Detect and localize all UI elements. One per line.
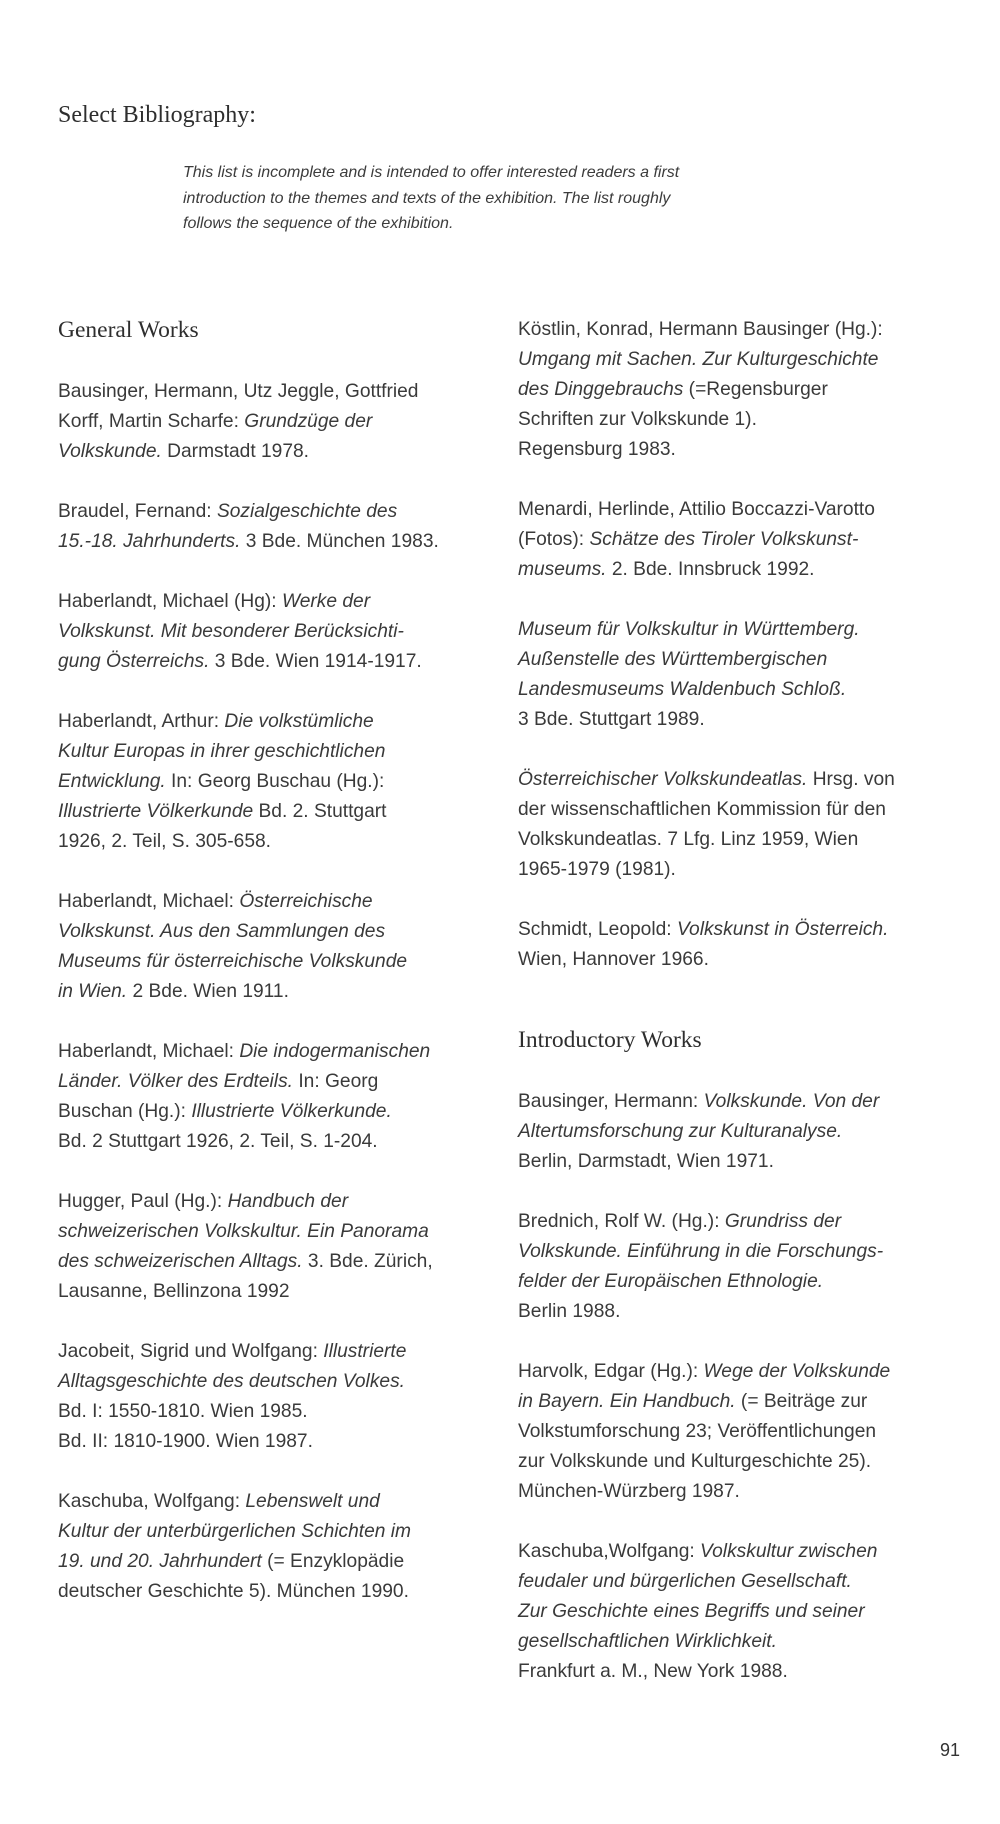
entry-line (518, 765, 948, 795)
entry-text: Braudel, Fernand: (58, 501, 217, 522)
entry-line (58, 947, 488, 977)
entry-title-text: Volkskunde. Von der (703, 1091, 880, 1112)
entry-title-text: Volkskunst. Aus den Sammlungen des (58, 921, 386, 942)
entry-title-text: Österreichischer Volkskundeatlas. (518, 769, 808, 790)
entry-text: München-Würzberg 1987. (518, 1481, 740, 1502)
entry-line (58, 917, 488, 947)
entry-title-text: Alltagsgeschichte des deutschen Volkes. (58, 1371, 406, 1392)
entry-line (58, 1097, 488, 1127)
entry-text: (= Enzyklopädie (261, 1551, 405, 1572)
entry-title-text: Volkskunst. Mit besonderer Berücksichti- (58, 621, 404, 642)
entry-title-text: in Wien. (58, 981, 128, 1002)
entry-line (58, 617, 488, 647)
entry-text: Bausinger, Hermann, Utz Jeggle, Gottfried (58, 381, 419, 402)
entry-line (518, 915, 948, 945)
section-heading: General Works (58, 317, 199, 343)
entry-title-text: Museum für Volkskultur in Württemberg. (518, 619, 860, 640)
entry-line (518, 1627, 948, 1657)
entry-line (518, 495, 948, 525)
entry-title-text: Entwicklung. (58, 771, 166, 792)
bibliography-entry (518, 765, 948, 885)
entry-title-text: Zur Geschichte eines Begriffs und seiner (518, 1601, 865, 1622)
entry-text: Darmstadt 1978. (161, 441, 310, 462)
entry-text: Kaschuba, Wolfgang: (58, 1491, 246, 1512)
entry-line (518, 645, 948, 675)
entry-line (518, 855, 948, 885)
entry-text: 2. Bde. Innsbruck 1992. (606, 559, 815, 580)
entry-line (58, 1577, 488, 1607)
entry-line (518, 1537, 948, 1567)
entry-title-text: Illustrierte (323, 1341, 407, 1362)
entry-line (58, 1517, 488, 1547)
intro-line: follows the sequence of the exhibition. (183, 215, 454, 232)
entry-text: 1965-1979 (1981). (518, 859, 676, 880)
entry-text: deutscher Geschichte 5). München 1990. (58, 1581, 409, 1602)
bibliography-entry (58, 377, 488, 467)
entry-title-text: Volkskultur zwischen (700, 1541, 878, 1562)
entry-text: Köstlin, Konrad, Hermann Bausinger (Hg.): (518, 319, 883, 340)
entry-line (518, 405, 948, 435)
entry-text: 3 Bde. Stuttgart 1989. (518, 709, 705, 730)
entry-text: Volkstumforschung 23; Veröffentlichungen (518, 1421, 877, 1442)
entry-line (518, 1357, 948, 1387)
intro-line: This list is incomplete and is intended to offer interested readers a first (183, 164, 680, 181)
page-number: 91 (939, 1740, 960, 1760)
entry-text: Buschan (Hg.): (58, 1101, 192, 1122)
entry-line (58, 1487, 488, 1517)
entry-title-text: Kultur Europas in ihrer geschichtlichen (58, 741, 386, 762)
entry-line (58, 887, 488, 917)
entry-text: In: Georg (293, 1071, 379, 1092)
entry-text: Wien, Hannover 1966. (518, 949, 709, 970)
entry-text: Bd. II: 1810-1900. Wien 1987. (58, 1431, 313, 1452)
entry-text: Hrsg. von (807, 769, 895, 790)
entry-text: Haberlandt, Michael: (58, 891, 240, 912)
entry-text: Menardi, Herlinde, Attilio Boccazzi-Varotto (518, 499, 875, 520)
entry-line (58, 497, 488, 527)
entry-text: Kaschuba,Wolfgang: (518, 1541, 701, 1562)
entry-line (58, 527, 488, 557)
entry-title-text: schweizerischen Volkskultur. Ein Panorama (58, 1221, 429, 1242)
entry-line (518, 1207, 948, 1237)
entry-title-text: Grundzüge der (244, 411, 373, 432)
entry-line (58, 797, 488, 827)
entry-text: (Fotos): (518, 529, 590, 550)
entry-title-text: Kultur der unterbürgerlichen Schichten im (58, 1521, 412, 1542)
entry-line (518, 1237, 948, 1267)
right-column (518, 315, 948, 1717)
entry-text: Berlin, Darmstadt, Wien 1971. (518, 1151, 774, 1172)
entry-title-text: des Dinggebrauchs (518, 379, 684, 400)
bibliography-entry (58, 1487, 488, 1607)
section-heading: Introductory Works (518, 1027, 702, 1053)
entry-title-text: in Bayern. Ein Handbuch. (518, 1391, 736, 1412)
entry-line (58, 737, 488, 767)
entry-text: Bd. 2. Stuttgart (253, 801, 387, 822)
bibliography-entry (518, 1207, 948, 1327)
entry-line (518, 1087, 948, 1117)
entry-line (518, 1267, 948, 1297)
entry-title-text: Lebenswelt und (245, 1491, 380, 1512)
entry-text: der wissenschaftlichen Kommission für den (518, 799, 886, 820)
entry-line (518, 555, 948, 585)
entry-line (58, 587, 488, 617)
entry-line (518, 945, 948, 975)
entry-line (518, 1297, 948, 1327)
entry-line (58, 1337, 488, 1367)
entry-title-text: Volkskunde. Einführung in die Forschungs- (518, 1241, 884, 1262)
entry-line (58, 647, 488, 677)
entry-text: (= Beiträge zur (735, 1391, 868, 1412)
entry-line (518, 345, 948, 375)
entry-line (58, 1367, 488, 1397)
entry-line (58, 1427, 488, 1457)
entry-title-text: felder der Europäischen Ethnologie. (518, 1271, 824, 1292)
entry-title-text: des schweizerischen Alltags. (58, 1251, 303, 1272)
entry-title-text: Schätze des Tiroler Volkskunst- (589, 529, 859, 550)
entry-line (518, 675, 948, 705)
entry-line (518, 1147, 948, 1177)
entry-text: Lausanne, Bellinzona 1992 (58, 1281, 290, 1302)
bibliography-entry (518, 915, 948, 975)
entry-title-text: Illustrierte Völkerkunde. (191, 1101, 392, 1122)
entry-line (58, 1127, 488, 1157)
bibliography-entry (58, 587, 488, 677)
entry-title-text: Landesmuseums Waldenbuch Schloß. (518, 679, 847, 700)
entry-title-text: Wege der Volkskunde (703, 1361, 891, 1382)
intro-note (183, 160, 743, 237)
bibliography-entry (58, 1337, 488, 1457)
entry-line (58, 437, 488, 467)
entry-title-text: Umgang mit Sachen. Zur Kulturgeschichte (518, 349, 879, 370)
entry-title-text: 15.-18. Jahrhunderts. (58, 531, 241, 552)
entry-text: Haberlandt, Arthur: (58, 711, 225, 732)
entry-text: Frankfurt a. M., New York 1988. (518, 1661, 788, 1682)
left-column (58, 315, 488, 1637)
entry-text: Schmidt, Leopold: (518, 919, 677, 940)
entry-text: Korff, Martin Scharfe: (58, 411, 245, 432)
entry-text: Bd. I: 1550-1810. Wien 1985. (58, 1401, 308, 1422)
entry-text: Volkskundeatlas. 7 Lfg. Linz 1959, Wien (518, 829, 859, 850)
entry-title-text: Volkskunst in Österreich. (676, 919, 889, 940)
entry-line (518, 1387, 948, 1417)
bibliography-entry (518, 1357, 948, 1507)
entry-line (518, 1447, 948, 1477)
entry-title-text: Sozialgeschichte des (216, 501, 398, 522)
entry-title-text: feudaler und bürgerlichen Gesellschaft. (518, 1571, 852, 1592)
entry-text: Haberlandt, Michael (Hg): (58, 591, 282, 612)
entry-title-text: Österreichische (239, 891, 373, 912)
entry-text: Hugger, Paul (Hg.): (58, 1191, 228, 1212)
entry-line (518, 315, 948, 345)
entry-line (518, 705, 948, 735)
entry-text: Regensburg 1983. (518, 439, 676, 460)
entry-text: Bausinger, Hermann: (518, 1091, 704, 1112)
entry-line (58, 827, 488, 857)
entry-title-text: Museums für österreichische Volkskunde (58, 951, 408, 972)
entry-title-text: Länder. Völker des Erdteils. (58, 1071, 293, 1092)
bibliography-entry (518, 1087, 948, 1177)
page-title: Select Bibliography: (58, 102, 256, 128)
entry-line (518, 1417, 948, 1447)
entry-line (518, 375, 948, 405)
entry-line (58, 1397, 488, 1427)
entry-line (58, 767, 488, 797)
entry-text: 1926, 2. Teil, S. 305-658. (58, 831, 271, 852)
entry-line (518, 1657, 948, 1687)
entry-title-text: Grundriss der (724, 1211, 842, 1232)
intro-line: introduction to the themes and texts of the exhibition. The list roughly (183, 189, 671, 207)
entry-title-text: gesellschaftlichen Wirklichkeit. (518, 1631, 777, 1652)
entry-line (518, 825, 948, 855)
entry-line (58, 1067, 488, 1097)
entry-line (58, 1247, 488, 1277)
bibliography-entry (518, 495, 948, 585)
bibliography-entry (58, 1037, 488, 1157)
entry-title-text: Illustrierte Völkerkunde (58, 801, 254, 822)
entry-text: Schriften zur Volkskunde 1). (518, 409, 757, 430)
entry-line (58, 407, 488, 437)
entry-title-text: museums. (518, 559, 607, 580)
bibliography-entry (518, 1537, 948, 1687)
entry-text: zur Volkskunde und Kulturgeschichte 25). (518, 1451, 872, 1472)
entry-title-text: gung Österreichs. (58, 651, 210, 672)
entry-text: 2 Bde. Wien 1911. (127, 981, 289, 1002)
entry-line (58, 1187, 488, 1217)
bibliography-entry (518, 315, 948, 465)
entry-line (58, 1217, 488, 1247)
bibliography-entry (58, 707, 488, 857)
entry-text: 3 Bde. München 1983. (240, 531, 439, 552)
entry-text: Brednich, Rolf W. (Hg.): (518, 1211, 725, 1232)
entry-line (58, 977, 488, 1007)
entry-line (58, 1547, 488, 1577)
entry-line (518, 795, 948, 825)
entry-text: Berlin 1988. (518, 1301, 621, 1322)
bibliography-entry (58, 887, 488, 1007)
entry-title-text: Die volkstümliche (224, 711, 374, 732)
entry-line (518, 1597, 948, 1627)
entry-text: 3 Bde. Wien 1914-1917. (209, 651, 422, 672)
entry-title-text: Handbuch der (227, 1191, 349, 1212)
entry-text: Bd. 2 Stuttgart 1926, 2. Teil, S. 1-204. (58, 1131, 378, 1152)
entry-line (58, 707, 488, 737)
entry-text: Haberlandt, Michael: (58, 1041, 240, 1062)
entry-line (518, 1477, 948, 1507)
entry-text: Jacobeit, Sigrid und Wolfgang: (58, 1341, 324, 1362)
entry-line (58, 1037, 488, 1067)
bibliography-entry (58, 497, 488, 557)
entry-line (518, 435, 948, 465)
entry-title-text: Altertumsforschung zur Kulturanalyse. (518, 1121, 843, 1142)
entry-text: In: Georg Buschau (Hg.): (165, 771, 385, 792)
entry-text: (=Regensburger (683, 379, 828, 400)
bibliography-entry (58, 1187, 488, 1307)
entry-line (58, 377, 488, 407)
entry-title-text: Außenstelle des Württembergischen (518, 649, 828, 670)
entry-title-text: 19. und 20. Jahrhundert (58, 1551, 262, 1572)
bibliography-entry (518, 615, 948, 735)
entry-line (518, 1567, 948, 1597)
entry-title-text: Die indogermanischen (239, 1041, 431, 1062)
entry-line (518, 615, 948, 645)
entry-title-text: Werke der (281, 591, 371, 612)
entry-title-text: Volkskunde. (58, 441, 162, 462)
entry-line (58, 1277, 488, 1307)
entry-text: 3. Bde. Zürich, (302, 1251, 433, 1272)
entry-line (518, 1117, 948, 1147)
entry-text: Harvolk, Edgar (Hg.): (518, 1361, 704, 1382)
entry-line (518, 525, 948, 555)
